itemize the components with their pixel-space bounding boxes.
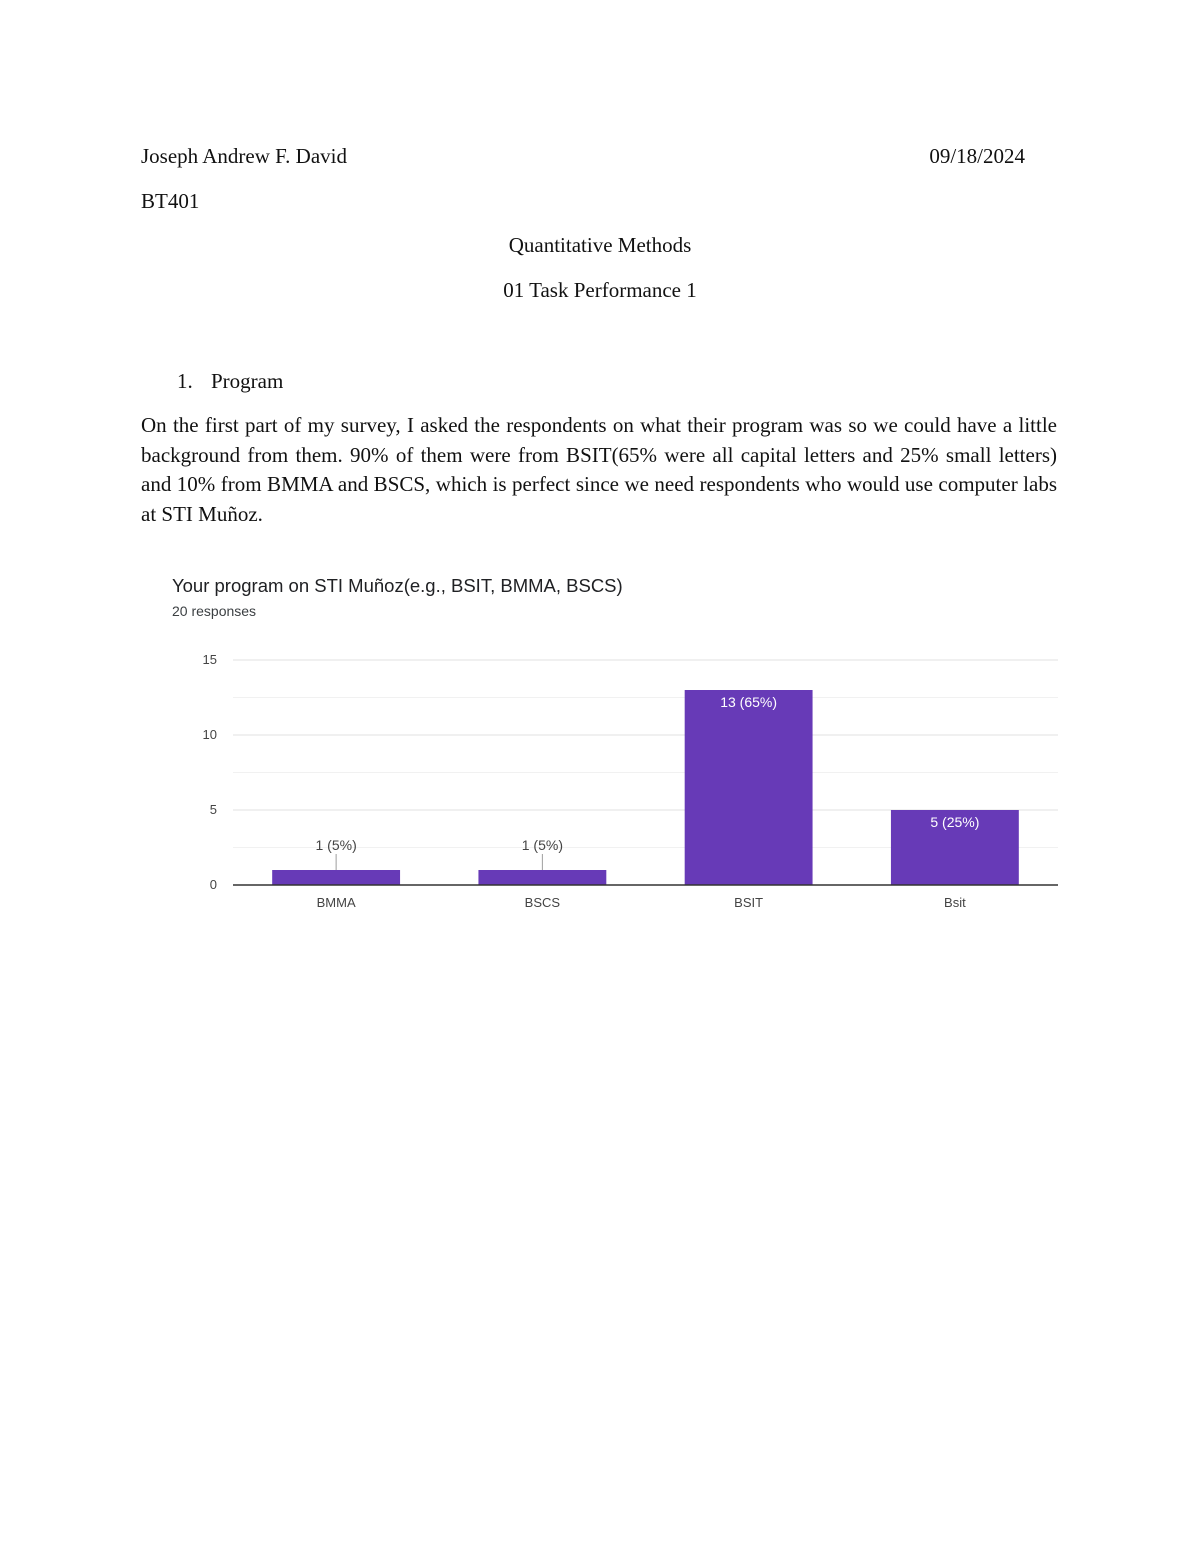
section-title: Program <box>211 369 284 393</box>
subject-title: Quantitative Methods <box>508 233 692 257</box>
task-title: 01 Task Performance 1 <box>503 278 697 302</box>
data-label: 1 (5%) <box>521 837 563 853</box>
chart-subtitle: 20 responses <box>172 603 257 619</box>
section-number: 1. <box>177 369 193 393</box>
section-paragraph: On the first part of my survey, I asked the respondents on what their program was so we could have a little background from them. 90% of them were from BSIT(65% were all capital letters and 25% small letters) and 10% from BMMA and BSCS, which is perfect since we need respondents who would use computer labs at STI Muñoz. <box>141 413 1057 527</box>
author-name: Joseph Andrew F. David <box>141 144 347 168</box>
y-tick-label: 5 <box>209 802 217 817</box>
bar-bmma <box>272 870 400 885</box>
x-tick-label: BSIT <box>734 895 764 910</box>
y-tick-label: 0 <box>209 877 217 892</box>
x-tick-label: BSCS <box>524 895 561 910</box>
bar-bscs <box>478 870 606 885</box>
data-label: 13 (65%) <box>720 694 778 710</box>
chart-plot <box>160 565 1070 925</box>
x-tick-label: BMMA <box>316 895 356 910</box>
y-tick-label: 15 <box>202 652 217 667</box>
data-label: 5 (25%) <box>930 814 980 830</box>
y-tick-label: 10 <box>202 727 217 742</box>
x-tick-label: Bsit <box>944 895 966 910</box>
bar-bsit <box>685 690 813 885</box>
document-date: 09/18/2024 <box>929 144 1025 168</box>
course-code: BT401 <box>141 189 200 213</box>
chart-title: Your program on STI Muñoz(e.g., BSIT, BMMA, BSCS) <box>172 575 623 596</box>
program-bar-chart <box>160 565 1070 925</box>
data-label: 1 (5%) <box>315 837 357 853</box>
